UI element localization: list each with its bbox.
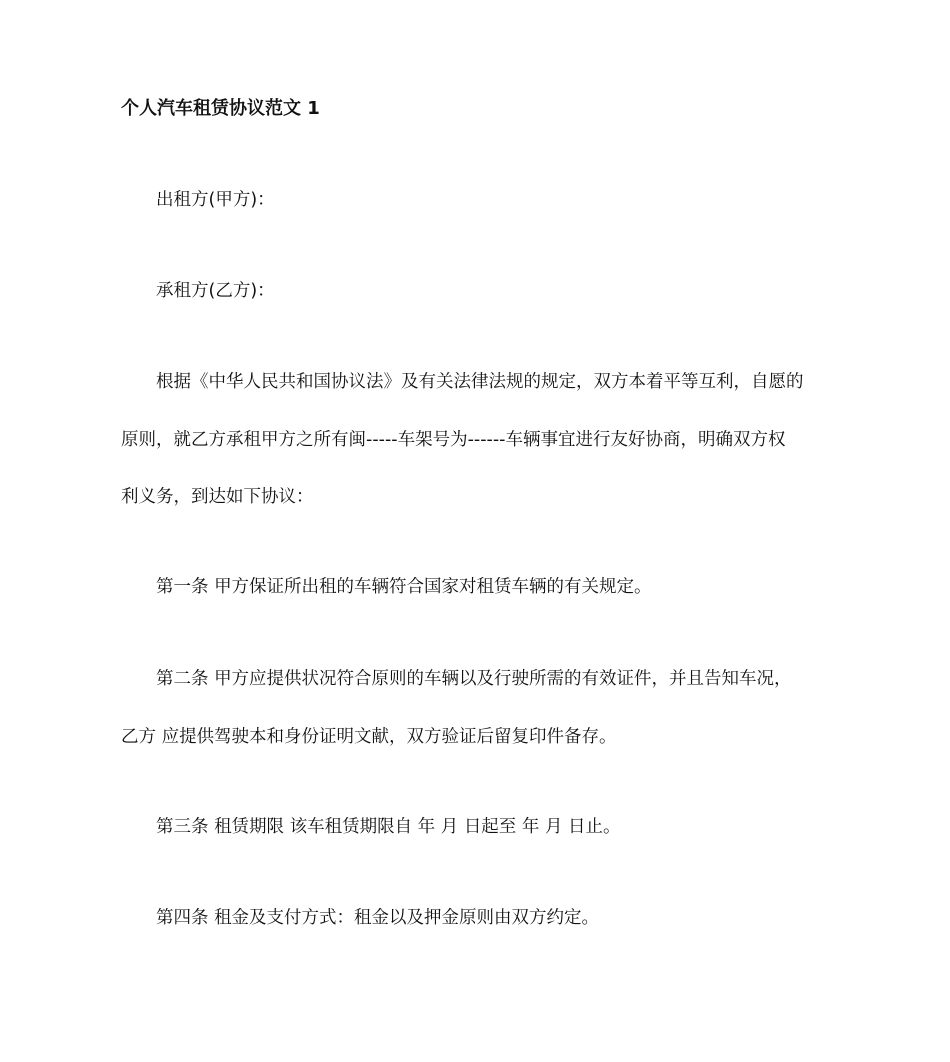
- lessor-line: 出租方(甲方)：: [156, 190, 275, 210]
- article-1: 第一条 甲方保证所出租的车辆符合国家对租赁车辆的有关规定。: [156, 577, 652, 597]
- preamble-line-2: 原则，就乙方承租甲方之所有闽-----车架号为------车辆事宜进行友好协商，明确双方权: [121, 430, 786, 450]
- article-3: 第三条 租赁期限 该车租赁期限自 年 月 日起至 年 月 日止。: [156, 817, 621, 837]
- lessee-line: 承租方(乙方)：: [156, 281, 275, 301]
- article-2-line-1: 第二条 甲方应提供状况符合原则的车辆以及行驶所需的有效证件，并且告知车况，: [156, 669, 792, 689]
- article-2-line-2: 乙方 应提供驾驶本和身份证明文献，双方验证后留复印件备存。: [121, 727, 617, 747]
- preamble-line-3: 利义务，到达如下协议：: [121, 487, 314, 507]
- preamble-line-1: 根据《中华人民共和国协议法》及有关法律法规的规定，双方本着平等互利，自愿的: [156, 372, 804, 392]
- article-4: 第四条 租金及支付方式：租金以及押金原则由双方约定。: [156, 908, 600, 928]
- document-title: 个人汽车租赁协议范文 1: [121, 98, 320, 119]
